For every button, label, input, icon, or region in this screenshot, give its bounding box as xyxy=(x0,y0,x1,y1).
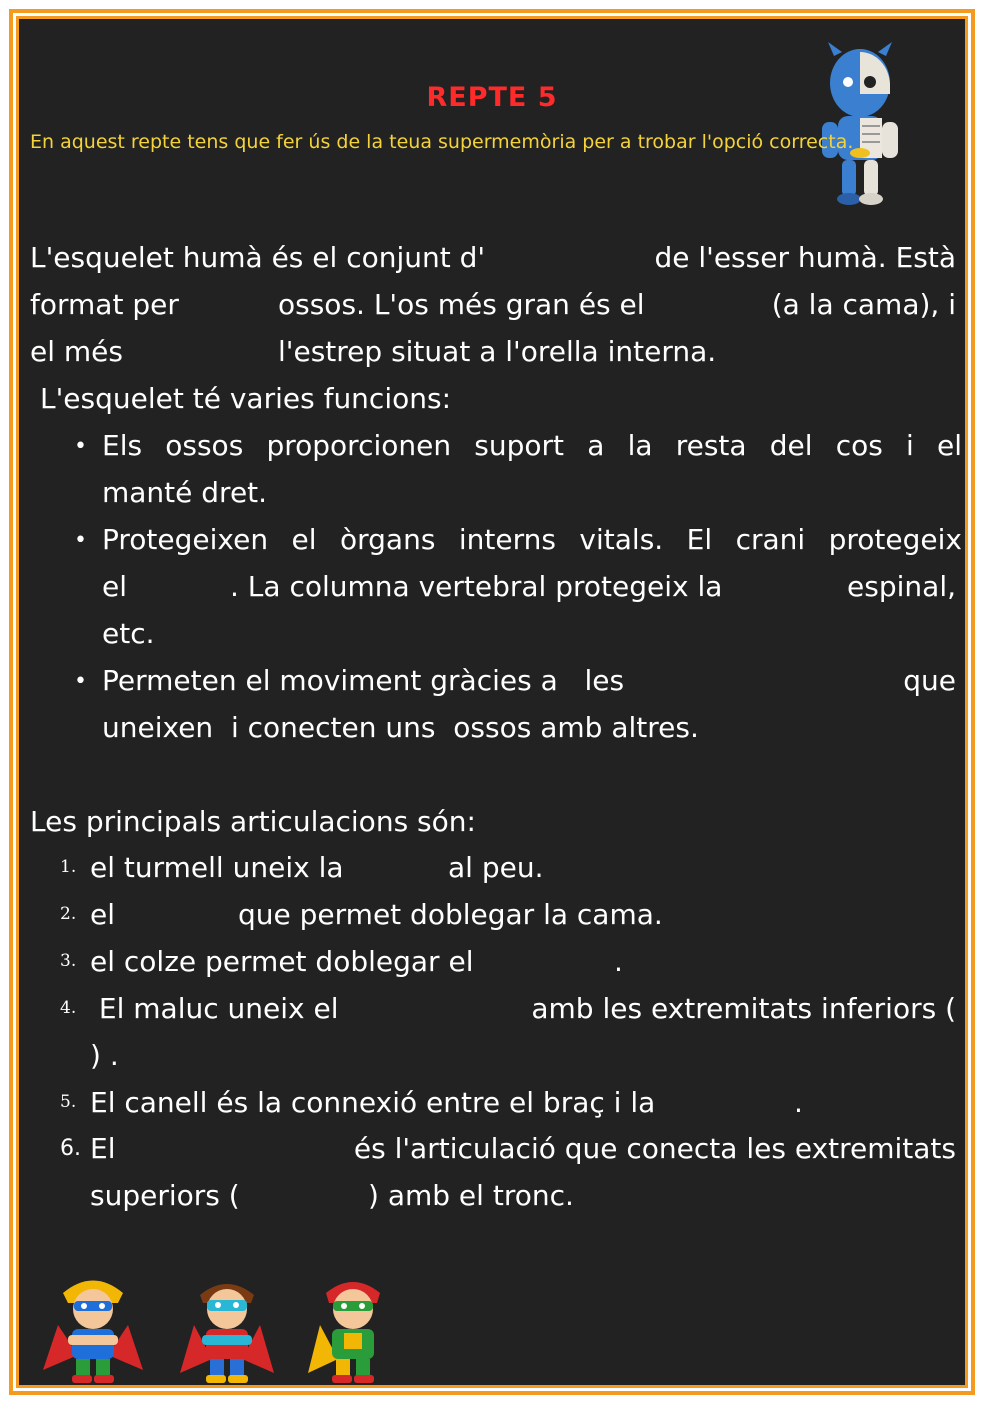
bullet3-line1-end: que xyxy=(903,664,956,697)
hero-red-cape-illustration xyxy=(38,1275,148,1385)
item-number-5: 5. xyxy=(60,1092,77,1112)
bullet2-line2-middle: . La columna vertebral protegeix la xyxy=(230,570,723,603)
para1-line3-start: el més xyxy=(30,335,123,368)
para1-line1-end: de l'esser humà. Està xyxy=(654,241,956,274)
item1-end: al peu. xyxy=(448,851,544,884)
item6-line2-start: superiors ( xyxy=(90,1179,240,1212)
item-number-4: 4. xyxy=(60,998,77,1018)
para1-line3-end: l'estrep situat a l'orella interna. xyxy=(278,335,717,368)
item4-end: ) . xyxy=(90,1039,119,1072)
bullet-dot-3: • xyxy=(74,669,87,694)
item5-end: . xyxy=(794,1086,803,1119)
bullet1-line1: Els ossos proporcionen suport a la resta del cos i el xyxy=(102,429,962,462)
bullet2-line2-end: espinal, xyxy=(847,570,956,603)
joints-heading: Les principals articulacions són: xyxy=(30,805,476,838)
item4-middle: amb les extremitats inferiors ( xyxy=(531,992,956,1025)
worksheet-page xyxy=(9,9,975,1395)
hero-green-mask-illustration xyxy=(298,1275,408,1385)
page-title: REPTE 5 xyxy=(426,82,558,113)
para1-line2-start: format per xyxy=(30,288,179,321)
bullet-dot-2: • xyxy=(74,528,87,553)
item5-start: El canell és la connexió entre el braç i la xyxy=(90,1086,656,1119)
bullet3-line2: uneixen i conecten uns ossos amb altres. xyxy=(102,711,699,744)
para1-line1-start: L'esquelet humà és el conjunt d' xyxy=(30,241,486,274)
item1-start: el turmell uneix la xyxy=(90,851,344,884)
worksheet-board xyxy=(20,20,964,1384)
item-number-2: 2. xyxy=(60,904,77,924)
hero-blue-mask-illustration xyxy=(172,1275,282,1385)
bullet2-line1: Protegeixen el òrgans interns vitals. El crani protegeix xyxy=(102,523,962,556)
item6-start: El xyxy=(90,1132,116,1165)
bullet2-line2-start: el xyxy=(102,570,128,603)
item6-middle: és l'articulació que conecta les extremitats xyxy=(353,1132,956,1165)
item-number-6: 6. xyxy=(60,1136,81,1161)
item6-line2-end: ) amb el tronc. xyxy=(368,1179,574,1212)
item3-start: el colze permet doblegar el xyxy=(90,945,474,978)
item2-end: que permet doblegar la cama. xyxy=(238,898,663,931)
bullet1-line2: manté dret. xyxy=(102,476,268,509)
para1-line2-middle: ossos. L'os més gran és el xyxy=(278,288,645,321)
para1-line2-end: (a la cama), i xyxy=(771,288,956,321)
item-number-1: 1. xyxy=(60,857,77,877)
item3-end: . xyxy=(614,945,623,978)
functions-heading: L'esquelet té varies funcions: xyxy=(40,382,452,415)
bullet2-line3: etc. xyxy=(102,617,155,650)
item-number-3: 3. xyxy=(60,951,77,971)
item2-start: el xyxy=(90,898,116,931)
item4-start: El maluc uneix el xyxy=(90,992,339,1025)
bullet3-line1-start: Permeten el moviment gràcies a les xyxy=(102,664,625,697)
intro-text: En aquest repte tens que fer ús de la teua supermemòria per a trobar l'opció correcta. xyxy=(30,131,854,153)
bullet-dot-1: • xyxy=(74,434,87,459)
